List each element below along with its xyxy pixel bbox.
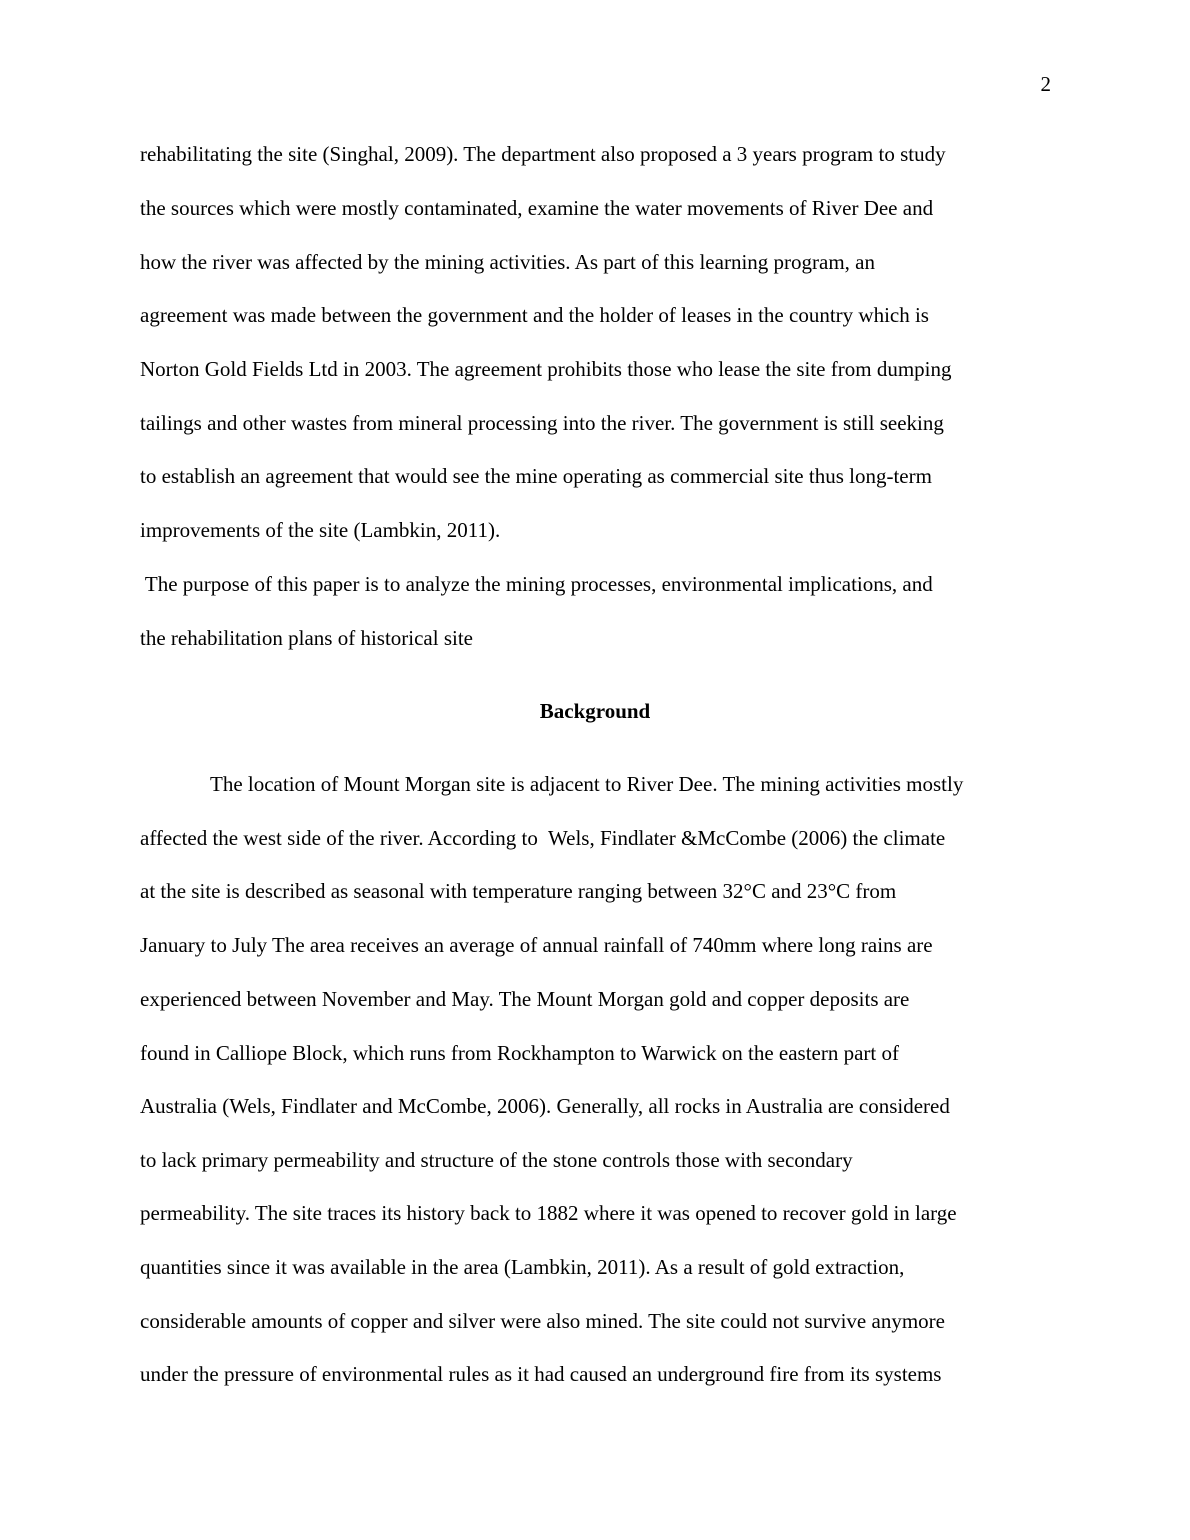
text-line: found in Calliope Block, which runs from Rockhampton to Warwick on the eastern part of	[140, 1041, 900, 1065]
text-line: experienced between November and May. The Mount Morgan gold and copper deposits are	[140, 987, 910, 1011]
text-line: at the site is described as seasonal with temperature ranging between 32°C and 23°C from	[140, 879, 897, 903]
text-line: to lack primary permeability and structure of the stone controls those with secondary	[140, 1148, 853, 1172]
text-line: January to July The area receives an average of annual rainfall of 740mm where long rains are	[140, 933, 933, 957]
text-line: under the pressure of environmental rules as it had caused an underground fire from its systems	[140, 1362, 942, 1386]
text-line: quantities since it was available in the area (Lambkin, 2011). As a result of gold extraction,	[140, 1255, 905, 1279]
text-line: affected the west side of the river. According to Wels, Findlater &McCombe (2006) the climate	[140, 826, 946, 850]
text-line: to establish an agreement that would see the mine operating as commercial site thus long-term	[140, 464, 932, 488]
text-line: Norton Gold Fields Ltd in 2003. The agreement prohibits those who lease the site from dumping	[140, 357, 952, 381]
text-line: considerable amounts of copper and silver were also mined. The site could not survive anymore	[140, 1309, 945, 1333]
text-line: improvements of the site (Lambkin, 2011).	[140, 518, 501, 542]
text-line: Australia (Wels, Findlater and McCombe, 2006). Generally, all rocks in Australia are considered	[140, 1094, 950, 1118]
text-line: the rehabilitation plans of historical site	[140, 626, 473, 650]
text-line: tailings and other wastes from mineral processing into the river. The government is still seeking	[140, 411, 944, 435]
section-heading: Background	[539, 699, 651, 723]
text-line: how the river was affected by the mining activities. As part of this learning program, an	[140, 250, 875, 274]
text-line: permeability. The site traces its history back to 1882 where it was opened to recover gold in large	[140, 1201, 957, 1225]
page-number: 2	[1040, 72, 1051, 96]
text-line: The location of Mount Morgan site is adjacent to River Dee. The mining activities mostly	[210, 772, 964, 796]
text-line: The purpose of this paper is to analyze the mining processes, environmental implications, and	[140, 572, 933, 596]
text-line: agreement was made between the government and the holder of leases in the country which is	[140, 303, 929, 327]
text-line: the sources which were mostly contaminated, examine the water movements of River Dee and	[140, 196, 934, 220]
text-line: rehabilitating the site (Singhal, 2009). The department also proposed a 3 years program to study	[140, 142, 946, 166]
